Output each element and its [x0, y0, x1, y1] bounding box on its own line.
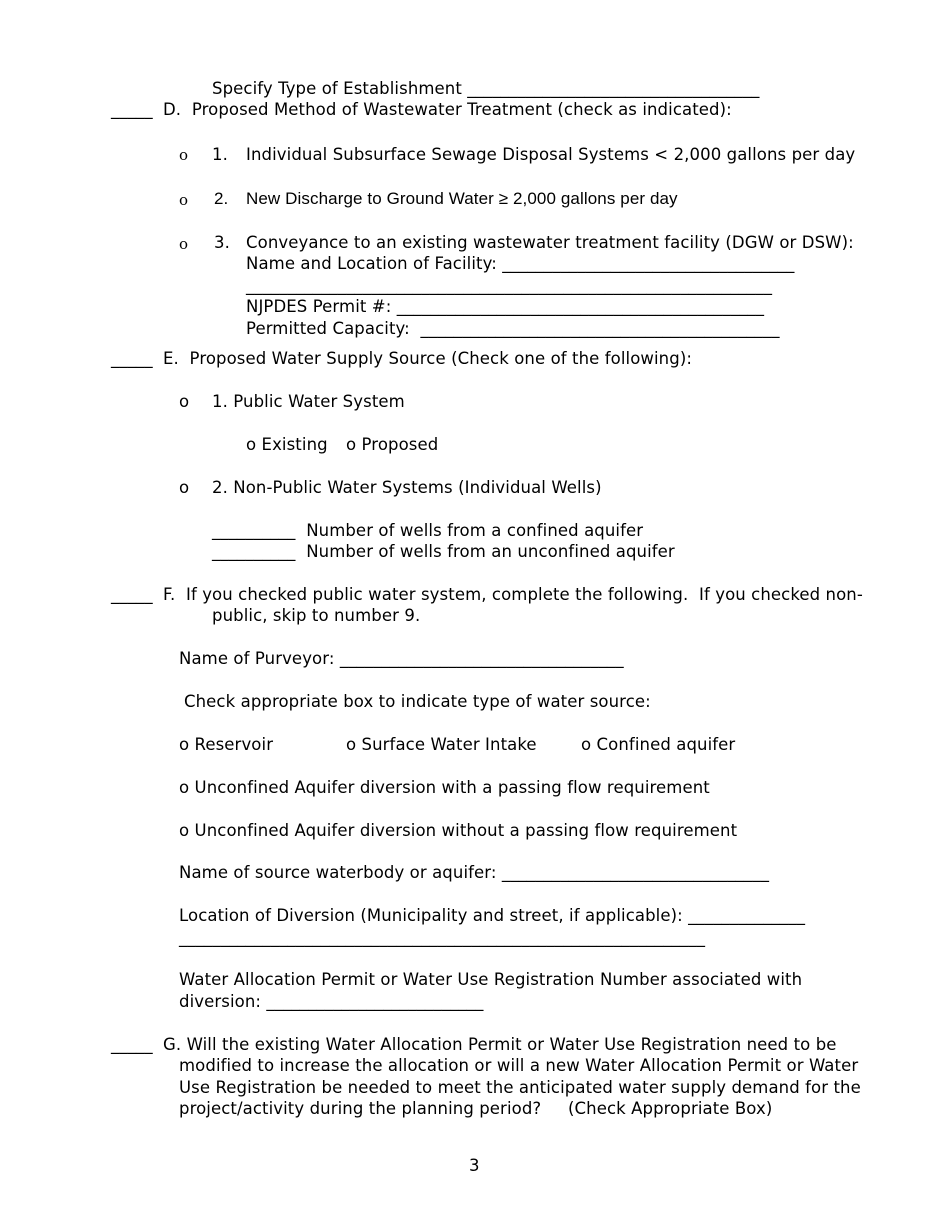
section-d-heading: D. Proposed Method of Wastewater Treatment (check as indicated):: [163, 100, 732, 119]
option-label-3: Conveyance to an existing wastewater treatment facility (DGW or DSW):: [246, 233, 854, 252]
option-label-2: New Discharge to Ground Water ≥ 2,000 gallons per day: [246, 189, 678, 208]
non-public-water-label: 2. Non-Public Water Systems (Individual Wells): [212, 478, 602, 497]
specify-establishment-field[interactable]: Specify Type of Establishment ___________________________________: [212, 79, 760, 98]
option-number-2: 2.: [214, 189, 229, 208]
section-g-question-line-4: project/activity during the planning period? (Check Appropriate Box): [179, 1099, 773, 1118]
public-water-label: 1. Public Water System: [212, 392, 405, 411]
source-waterbody-field[interactable]: Name of source waterbody or aquifer: ________________________________: [179, 863, 770, 882]
page-number: 3: [469, 1156, 480, 1175]
wells-confined-field[interactable]: __________ Number of wells from a confined aquifer: [212, 521, 644, 540]
non-public-water-checkbox[interactable]: o: [179, 478, 190, 497]
unconfined-without-flow-option[interactable]: o Unconfined Aquifer diversion without a passing flow requirement: [179, 821, 738, 840]
allocation-permit-label: Water Allocation Permit or Water Use Registration Number associated with: [179, 970, 803, 989]
option-number-1: 1.: [212, 145, 228, 164]
option-number-3: 3.: [214, 233, 230, 252]
facility-name-field[interactable]: Name and Location of Facility: ___________________________________: [246, 254, 795, 273]
surface-water-intake-option[interactable]: o Surface Water Intake: [346, 735, 537, 754]
njpdes-permit-field[interactable]: NJPDES Permit #: ____________________________________________: [246, 297, 765, 316]
facility-name-continuation[interactable]: _______________________________________________________________: [246, 276, 773, 295]
section-e-heading: E. Proposed Water Supply Source (Check one of the following):: [163, 349, 693, 368]
section-e-check-blank[interactable]: _____: [111, 349, 153, 368]
proposed-option[interactable]: o Proposed: [346, 435, 439, 454]
option-checkbox-1[interactable]: o: [179, 146, 189, 164]
purveyor-name-field[interactable]: Name of Purveyor: __________________________________: [179, 649, 624, 668]
section-f-heading: F. If you checked public water system, complete the following. If you checked non-: [163, 585, 863, 604]
existing-option[interactable]: o Existing: [246, 435, 328, 454]
section-g-check-blank[interactable]: _____: [111, 1035, 153, 1054]
water-source-instruction: Check appropriate box to indicate type of water source:: [184, 692, 651, 711]
confined-aquifer-option[interactable]: o Confined aquifer: [581, 735, 736, 754]
diversion-location-field[interactable]: Location of Diversion (Municipality and street, if applicable): ______________: [179, 906, 806, 925]
section-f-heading-continued: public, skip to number 9.: [212, 606, 421, 625]
option-checkbox-2[interactable]: o: [179, 191, 189, 209]
allocation-permit-field[interactable]: diversion: __________________________: [179, 992, 484, 1011]
option-label-1: Individual Subsurface Sewage Disposal Systems < 2,000 gallons per day: [246, 145, 856, 164]
public-water-checkbox[interactable]: o: [179, 392, 190, 411]
section-d-check-blank[interactable]: _____: [111, 100, 153, 119]
section-f-check-blank[interactable]: _____: [111, 585, 153, 604]
wells-unconfined-field[interactable]: __________ Number of wells from an unconfined aquifer: [212, 542, 675, 561]
section-g-question-line-1: G. Will the existing Water Allocation Permit or Water Use Registration need to be: [163, 1035, 837, 1054]
option-checkbox-3[interactable]: o: [179, 235, 189, 253]
unconfined-with-flow-option[interactable]: o Unconfined Aquifer diversion with a passing flow requirement: [179, 778, 710, 797]
diversion-location-continuation[interactable]: _______________________________________________________________: [179, 928, 706, 947]
section-g-question-line-2: modified to increase the allocation or will a new Water Allocation Permit or Water: [179, 1056, 859, 1075]
reservoir-option[interactable]: o Reservoir: [179, 735, 274, 754]
permitted-capacity-field[interactable]: Permitted Capacity: ___________________________________________: [246, 319, 780, 338]
section-g-question-line-3: Use Registration be needed to meet the anticipated water supply demand for the: [179, 1078, 861, 1097]
